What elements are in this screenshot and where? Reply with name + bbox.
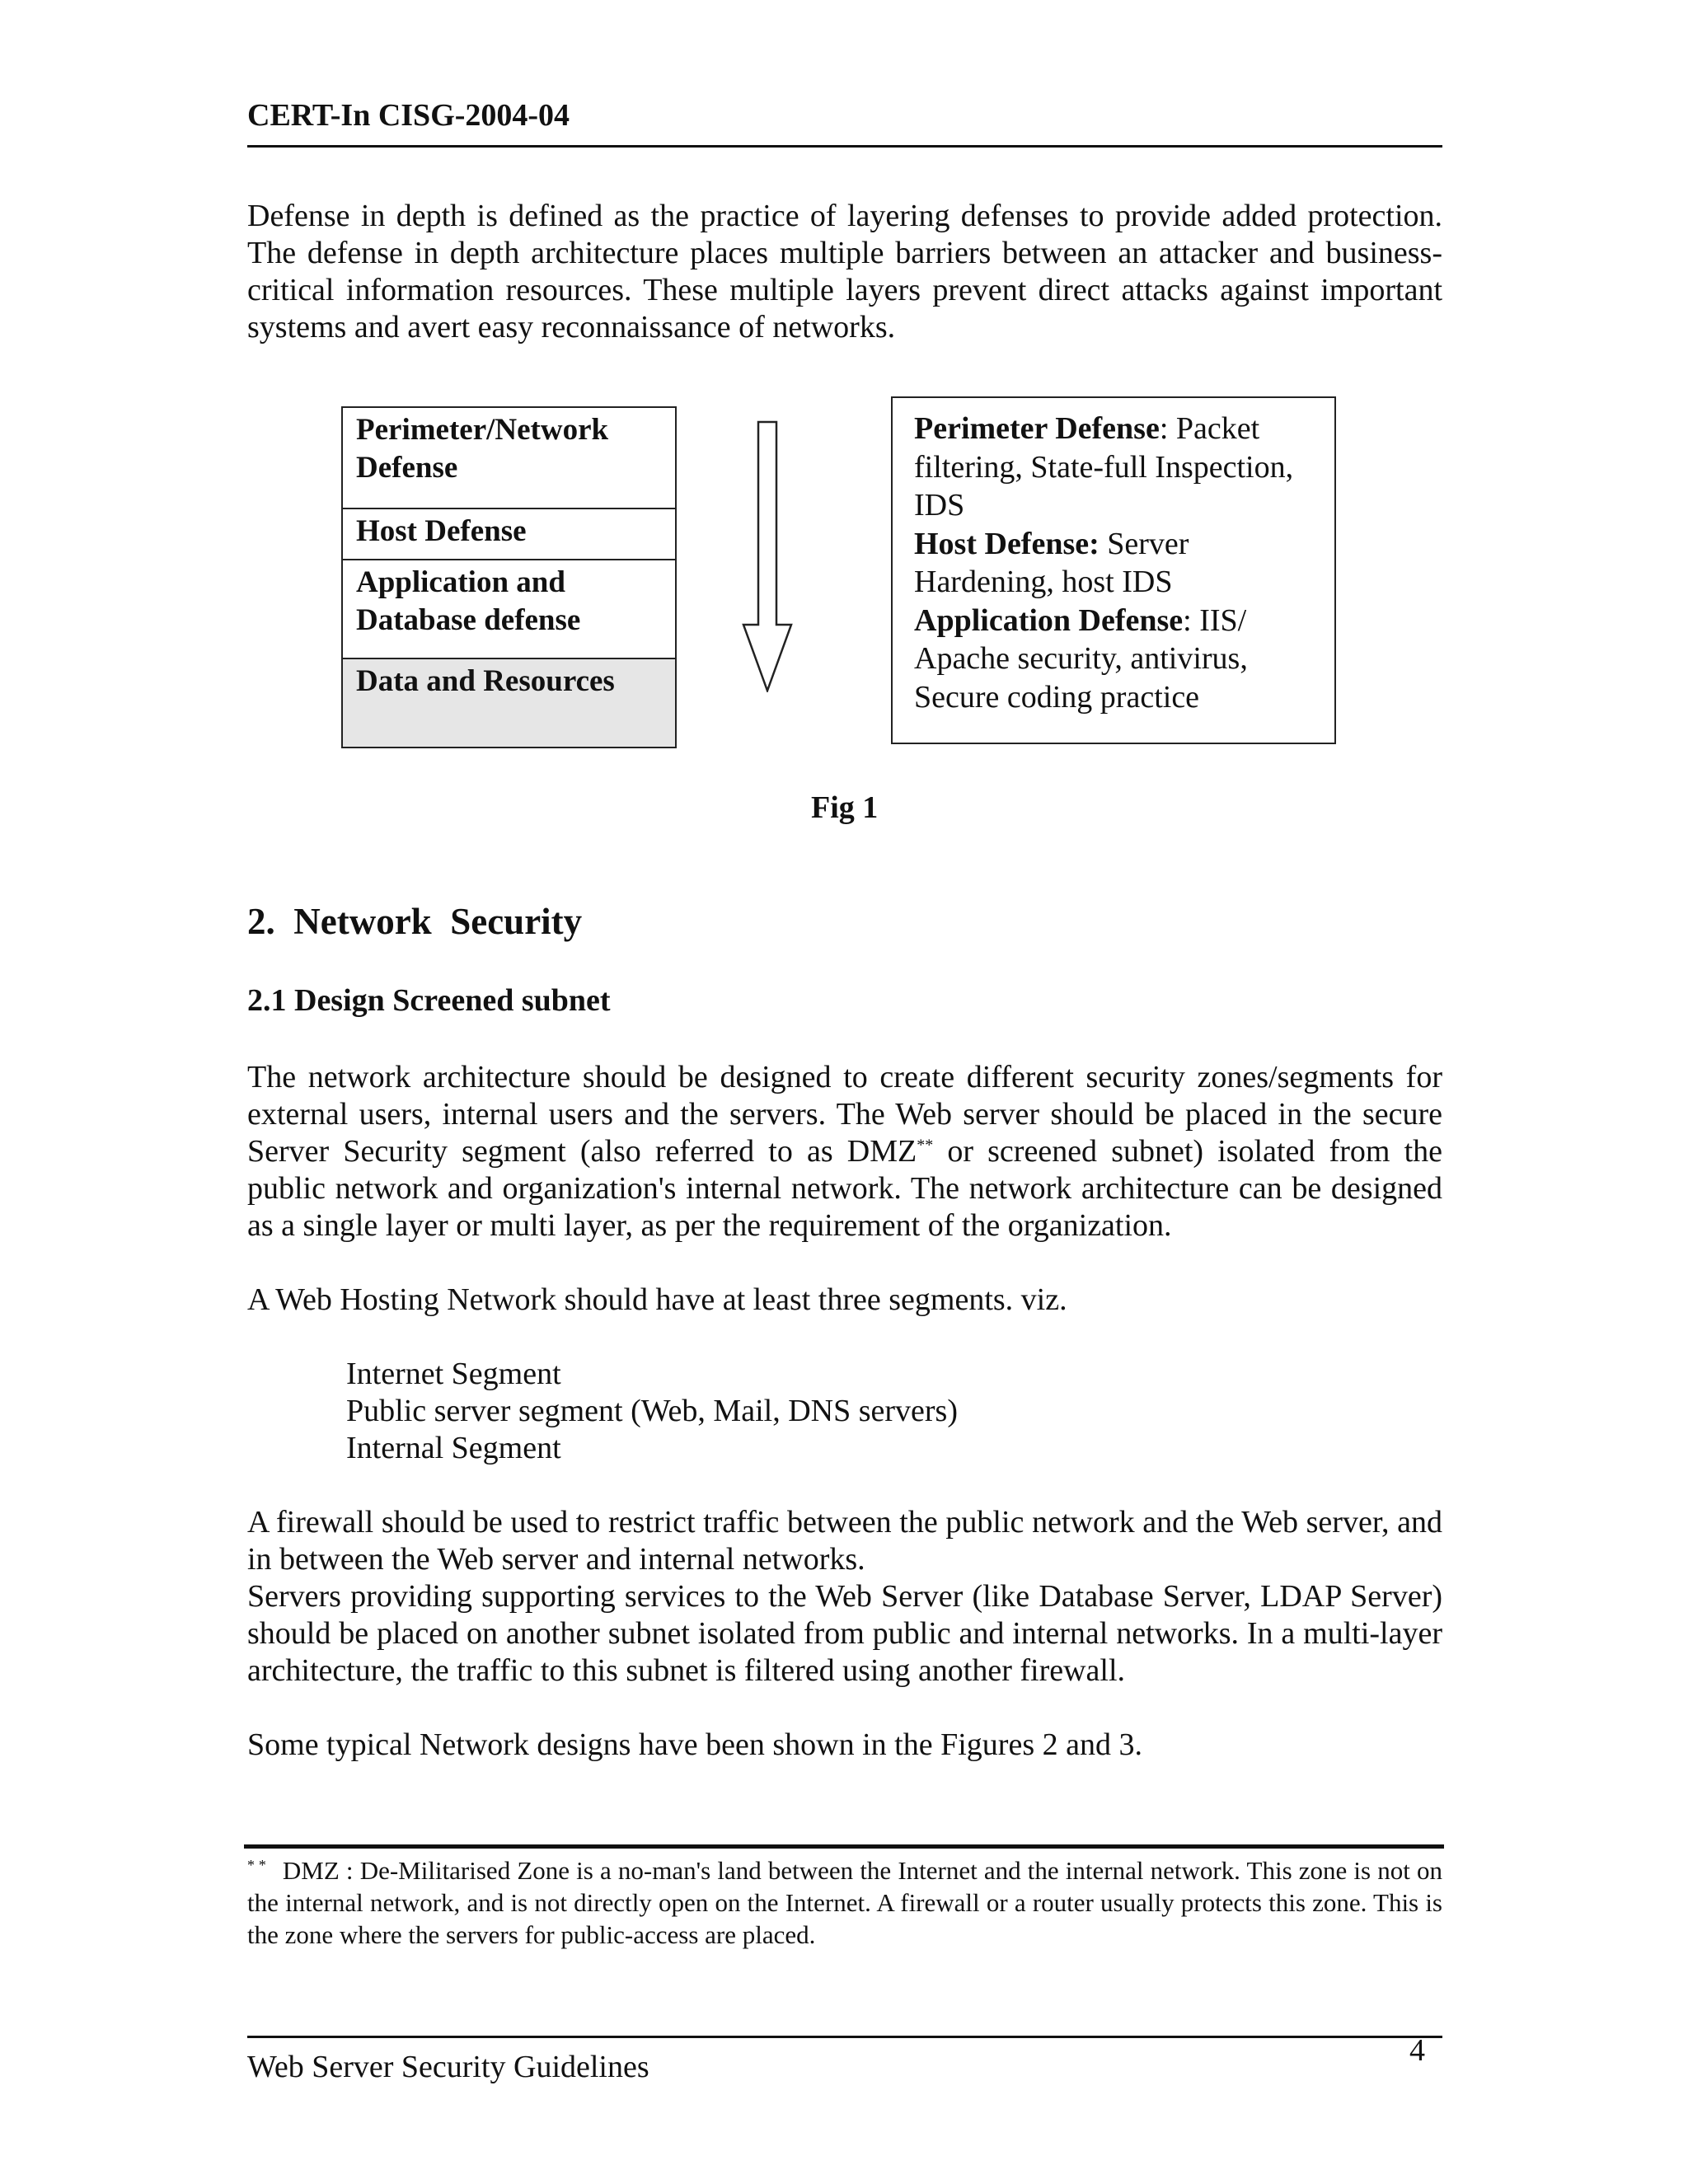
subsection-heading: 2.1 Design Screened subnet [247, 983, 611, 1018]
network-architecture-paragraph: The network architecture should be designed to create different security zones/segments for external users, internal users and the servers. The Web server should be placed in the secure Server Security segment (also referred to as DMZ** or screened subnet) isolated from the public network and organization's internal network. The network architecture can be designed as a single layer or multi layer, as per the requirement of the organization. [247, 1060, 1442, 1243]
defense-term: Host Defense: [914, 526, 1100, 561]
footnote-reference[interactable]: ** [917, 1136, 934, 1155]
layer-data-resources: Data and Resources [343, 659, 675, 747]
segment-list [346, 1356, 958, 1467]
footer-title: Web Server Security Guidelines [247, 2050, 649, 2084]
intro-paragraph: Defense in depth is defined as the practice of layering defenses to provide added protection. The defense in depth architecture places multiple barriers between an attacker and business-critical information resources. These multiple layers prevent direct attacks against important systems and avert easy reconnaissance of networks. [247, 199, 1442, 344]
header-title: CERT-In CISG-2004-04 [247, 98, 570, 133]
firewall-paragraph: A firewall should be used to restrict traffic between the public network and the Web server, and in between the Web server and internal networks. Servers providing supporting services to the Web Server (like Database Server, LDAP Server) should be placed on another subnet isolated from public and internal networks. In a multi-layer architecture, the traffic to this subnet is filtered using another firewall. [247, 1505, 1442, 1688]
figures-reference-paragraph: Some typical Network designs have been shown in the Figures 2 and 3. [247, 1727, 1142, 1762]
footer-rule [247, 2036, 1442, 2038]
defense-desc: Packet filtering, State-full Inspection, IDS [914, 411, 1294, 523]
list-item: Public server segment (Web, Mail, DNS servers) [346, 1394, 958, 1428]
figure-caption: Fig 1 [811, 790, 879, 825]
footnote-symbol: * * [247, 1856, 266, 1873]
segments-intro-paragraph: A Web Hosting Network should have at least three segments. viz. [247, 1282, 1067, 1317]
layer-host-defense: Host Defense [343, 509, 675, 560]
defense-description-box [891, 396, 1336, 744]
footnote-rule [244, 1844, 1444, 1849]
defense-item-host [914, 525, 1334, 602]
list-item: Internal Segment [346, 1431, 561, 1465]
footnote: * * DMZ : De-Militarised Zone is a no-man's land between the Internet and the internal network. This zone is not on the internal network, and is not directly open on the Internet. A firewall or a router usually protects this zone. This is the zone where the servers for public-access are placed. [247, 1856, 1443, 1949]
defense-desc: Server Hardening, host IDS [914, 526, 1189, 599]
header-rule [247, 145, 1442, 148]
down-arrow-icon [742, 420, 793, 692]
defense-layer-stack [341, 406, 677, 748]
defense-item-perimeter: Perimeter Defense: Packet filtering, State-full Inspection, IDS [914, 411, 1294, 523]
section-heading: 2. Network Security [247, 901, 583, 942]
defense-item-application: Application Defense: IIS/ Apache security, antivirus, Secure coding practice [914, 602, 1248, 715]
defense-desc: IIS/ Apache security, antivirus, Secure coding practice [914, 602, 1248, 715]
layer-perimeter-network-defense: Perimeter/Network Defense [343, 408, 675, 509]
list-item: Internet Segment [346, 1357, 561, 1391]
page-number: 4 [1409, 2033, 1425, 2068]
layer-application-database-defense: Application and Database defense [343, 560, 675, 659]
defense-term: Application Defense [914, 602, 1184, 638]
defense-term: Perimeter Defense [914, 411, 1160, 446]
